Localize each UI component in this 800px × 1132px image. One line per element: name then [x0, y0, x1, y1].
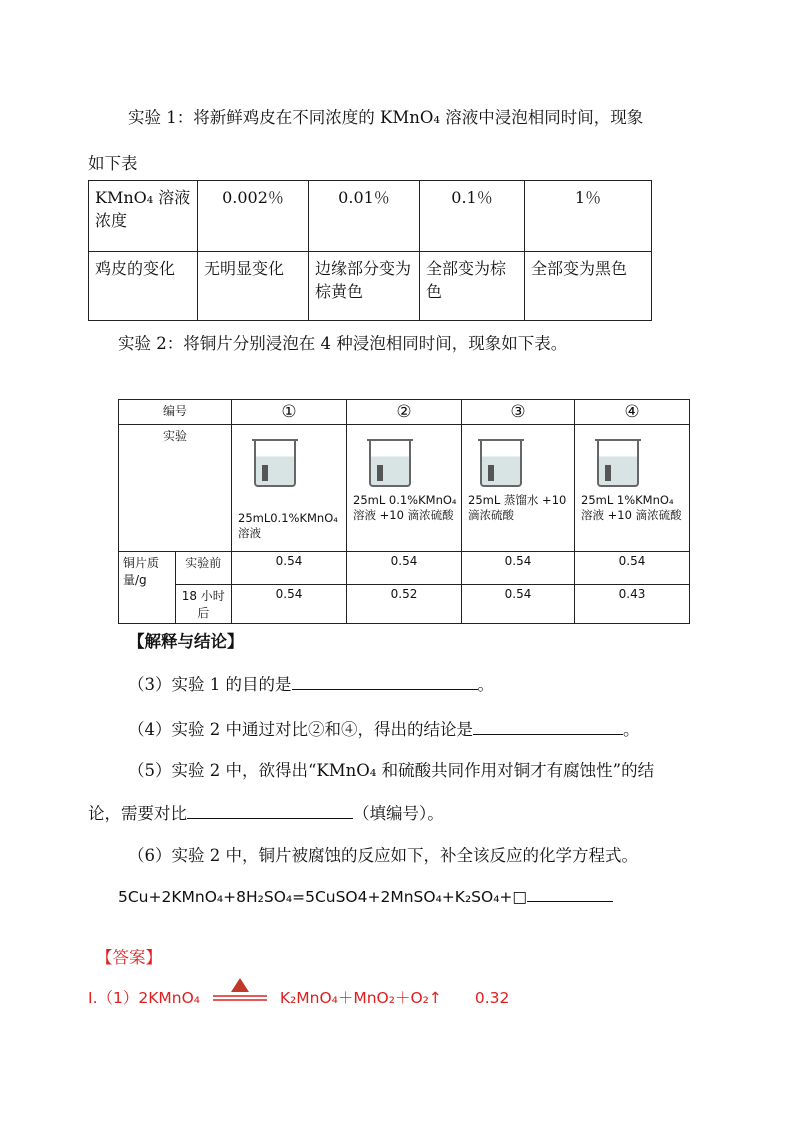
- table-cell: 0.1％: [420, 181, 525, 252]
- table-cell: 0.01％: [309, 181, 420, 252]
- exp-text-1: 25mL0.1%KMnO₄溶液: [238, 511, 338, 540]
- equation: 5Cu+2KMnO₄+8H₂SO₄=5CuSO4+2MnSO₄+K₂SO₄+□: [118, 888, 528, 906]
- beaker-icon: [369, 441, 411, 487]
- answer-blank: [527, 886, 613, 902]
- table-cell: 全部变为黑色: [525, 252, 652, 321]
- mass-after-2: 0.52: [347, 585, 462, 624]
- answer-blank: [292, 674, 478, 690]
- label-experiment: 实验: [119, 425, 232, 552]
- table-cell: KMnO₄ 溶液浓度: [89, 181, 198, 252]
- num-3: ③: [462, 400, 575, 425]
- label-number: 编号: [119, 400, 232, 425]
- mass-before-2: 0.54: [347, 552, 462, 585]
- question-5-text: 论，需要对比: [88, 804, 187, 823]
- section-title: 【解释与结论】: [128, 632, 244, 651]
- exp-text-4: 25mL 1%KMnO₄ 溶液 +10 滴浓硫酸: [581, 493, 682, 522]
- exp-cell-4: [575, 425, 690, 552]
- mass-before-3: 0.54: [462, 552, 575, 585]
- exp2-line: 实验 2：将铜片分别浸泡在 4 种浸泡相同时间，现象如下表。: [118, 334, 568, 353]
- question-3-text: （3）实验 1 的目的是: [128, 675, 292, 694]
- beaker-icon: [254, 441, 296, 487]
- question-4: （4）实验 2 中通过对比②和④，得出的结论是 。: [128, 720, 640, 739]
- heat-arrow: [211, 992, 269, 1006]
- label-mass: 铜片质量/g: [119, 552, 176, 624]
- answer-title: 【答案】: [96, 948, 162, 967]
- mass-after-3: 0.54: [462, 585, 575, 624]
- exp-cell-1: [232, 425, 347, 552]
- exp1-line2: 如下表: [88, 154, 138, 173]
- table-row: [119, 552, 690, 585]
- answer-value: 0.32: [474, 989, 510, 1007]
- mass-before-4: 0.54: [575, 552, 690, 585]
- mass-after-1: 0.54: [232, 585, 347, 624]
- num-4: ④: [575, 400, 690, 425]
- table-row: [119, 425, 690, 552]
- answer-line: [88, 986, 509, 1008]
- equation-line: [118, 886, 613, 906]
- answer-products: K₂MnO₄＋MnO₂＋O₂↑: [279, 989, 442, 1007]
- answer-blank: [187, 803, 353, 819]
- table-cell: 1％: [525, 181, 652, 252]
- beaker-icon: [480, 441, 522, 487]
- answer-blank: [473, 719, 623, 735]
- table-row: [89, 181, 652, 252]
- question-3: （3）实验 1 的目的是 。: [128, 675, 494, 694]
- table-cell: 0.002％: [198, 181, 309, 252]
- question-6: （6）实验 2 中，铜片被腐蚀的反应如下，补全该反应的化学方程式。: [128, 846, 638, 865]
- table-row: [119, 400, 690, 425]
- exp-text-3: 25mL 蒸馏水 +10 滴浓硫酸: [468, 493, 567, 522]
- table-row: [89, 252, 652, 321]
- question-5-line1: （5）实验 2 中，欲得出“KMnO₄ 和硫酸共同作用对铜才有腐蚀性”的结: [128, 761, 655, 780]
- table-kmno4-concentration: [88, 180, 652, 321]
- mass-before-1: 0.54: [232, 552, 347, 585]
- question-5-line2: [88, 800, 444, 824]
- table-cell: 全部变为棕色: [420, 252, 525, 321]
- table-cell: 鸡皮的变化: [89, 252, 198, 321]
- beaker-icon: [597, 441, 639, 487]
- heat-triangle-icon: [211, 976, 269, 1006]
- question-5-tail: （填编号）。: [353, 804, 444, 823]
- label-before: 实验前: [175, 552, 232, 585]
- num-1: ①: [232, 400, 347, 425]
- exp-cell-3: [462, 425, 575, 552]
- exp-cell-2: [347, 425, 462, 552]
- mass-after-4: 0.43: [575, 585, 690, 624]
- table-row: [119, 585, 690, 624]
- exp1-line1: 实验 1：将新鲜鸡皮在不同浓度的 KMnO₄ 溶液中浸泡相同时间，现象: [128, 108, 644, 127]
- table-cell: 边缘部分变为棕黄色: [309, 252, 420, 321]
- label-after: 18 小时后: [175, 585, 232, 624]
- answer-prefix: Ⅰ.（1）2KMnO₄: [88, 989, 200, 1007]
- table-cell: 无明显变化: [198, 252, 309, 321]
- question-4-text: （4）实验 2 中通过对比②和④，得出的结论是: [128, 720, 473, 739]
- table-copper-experiment: [118, 399, 690, 624]
- exp-text-2: 25mL 0.1%KMnO₄溶液 +10 滴浓硫酸: [353, 493, 457, 522]
- num-2: ②: [347, 400, 462, 425]
